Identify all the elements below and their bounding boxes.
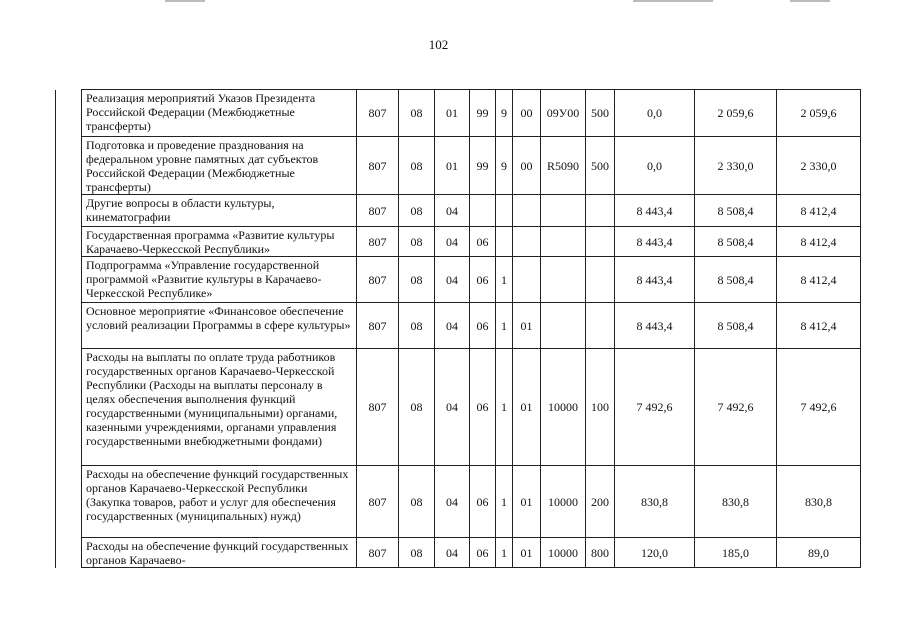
ministry-code-cell: 807 (357, 303, 399, 349)
amount-year3-cell: 830,8 (777, 466, 861, 538)
table-body (56, 90, 861, 568)
section-code-cell: 08 (399, 90, 435, 137)
program-code-cell (470, 195, 496, 227)
section-code-cell: 08 (399, 303, 435, 349)
amount-year1-cell: 830,8 (615, 466, 695, 538)
amount-year3-cell: 2 059,6 (777, 90, 861, 137)
expense-type-cell (586, 257, 615, 303)
amount-year3-cell: 7 492,6 (777, 349, 861, 466)
expense-type-cell (586, 227, 615, 257)
row-name-cell: Другие вопросы в области культуры, кинематографии (82, 195, 357, 227)
amount-year3-cell: 8 412,4 (777, 195, 861, 227)
row-number-cell (56, 195, 82, 227)
event-code-cell (513, 195, 541, 227)
event-code-cell: 00 (513, 137, 541, 195)
direction-code-cell (541, 303, 586, 349)
expense-type-cell: 500 (586, 90, 615, 137)
expense-type-cell: 800 (586, 538, 615, 568)
program-code-cell: 99 (470, 90, 496, 137)
amount-year2-cell: 8 508,4 (695, 227, 777, 257)
amount-year2-cell: 8 508,4 (695, 257, 777, 303)
section-code-cell: 08 (399, 538, 435, 568)
ministry-code-cell: 807 (357, 90, 399, 137)
table-row (56, 303, 861, 349)
expense-type-cell (586, 195, 615, 227)
table-row (56, 195, 861, 227)
table-row (56, 538, 861, 568)
row-name-cell: Подготовка и проведение празднования на федеральном уровне памятных дат субъектов Российской Федерации (Межбюджетные трансферты) (82, 137, 357, 195)
program-code-cell: 99 (470, 137, 496, 195)
table-row (56, 257, 861, 303)
event-code-cell: 00 (513, 90, 541, 137)
ministry-code-cell: 807 (357, 538, 399, 568)
table-row (56, 90, 861, 137)
subprogram-code-cell: 1 (496, 349, 513, 466)
program-code-cell: 06 (470, 349, 496, 466)
program-code-cell: 06 (470, 303, 496, 349)
amount-year1-cell: 120,0 (615, 538, 695, 568)
subsection-code-cell: 01 (435, 137, 470, 195)
subsection-code-cell: 04 (435, 303, 470, 349)
amount-year1-cell: 8 443,4 (615, 257, 695, 303)
amount-year2-cell: 8 508,4 (695, 303, 777, 349)
table-row (56, 227, 861, 257)
section-code-cell: 08 (399, 195, 435, 227)
event-code-cell: 01 (513, 538, 541, 568)
subsection-code-cell: 04 (435, 466, 470, 538)
amount-year2-cell: 830,8 (695, 466, 777, 538)
scan-artifact-line (633, 0, 713, 2)
subprogram-code-cell: 1 (496, 466, 513, 538)
subsection-code-cell: 04 (435, 349, 470, 466)
page-number: 102 (428, 37, 449, 52)
subsection-code-cell: 04 (435, 257, 470, 303)
subprogram-code-cell: 1 (496, 257, 513, 303)
row-name-cell: Расходы на выплаты по оплате труда работников государственных органов Карачаево-Черкесской Республики (Расходы на выплаты персоналу в целях обеспечения выполнения функций государственными (муниципальными) органами, казенными учреждениями, органами управления государственными внебюджетными фондами) (82, 349, 357, 466)
amount-year3-cell: 8 412,4 (777, 227, 861, 257)
amount-year2-cell: 8 508,4 (695, 195, 777, 227)
event-code-cell: 01 (513, 466, 541, 538)
row-number-cell (56, 538, 82, 568)
row-number-cell (56, 137, 82, 195)
program-code-cell: 06 (470, 538, 496, 568)
amount-year2-cell: 185,0 (695, 538, 777, 568)
ministry-code-cell: 807 (357, 137, 399, 195)
amount-year3-cell: 2 330,0 (777, 137, 861, 195)
subprogram-code-cell: 9 (496, 137, 513, 195)
amount-year1-cell: 8 443,4 (615, 195, 695, 227)
row-number-cell (56, 349, 82, 466)
program-code-cell: 06 (470, 466, 496, 538)
amount-year3-cell: 89,0 (777, 538, 861, 568)
row-name-cell: Подпрограмма «Управление государственной программой «Развитие культуры в Карачаево-Черкесской Республике» (82, 257, 357, 303)
direction-code-cell: 10000 (541, 538, 586, 568)
direction-code-cell (541, 257, 586, 303)
row-name-cell: Основное мероприятие «Финансовое обеспечение условий реализации Программы в сфере культуры» (82, 303, 357, 349)
subprogram-code-cell (496, 195, 513, 227)
section-code-cell: 08 (399, 349, 435, 466)
amount-year1-cell: 8 443,4 (615, 227, 695, 257)
amount-year2-cell: 7 492,6 (695, 349, 777, 466)
ministry-code-cell: 807 (357, 195, 399, 227)
subsection-code-cell: 04 (435, 195, 470, 227)
scan-artifact-line (790, 0, 830, 2)
row-number-cell (56, 257, 82, 303)
subprogram-code-cell: 1 (496, 303, 513, 349)
subsection-code-cell: 04 (435, 227, 470, 257)
amount-year2-cell: 2 330,0 (695, 137, 777, 195)
subsection-code-cell: 01 (435, 90, 470, 137)
row-number-cell (56, 227, 82, 257)
direction-code-cell: 09У00 (541, 90, 586, 137)
subprogram-code-cell: 1 (496, 538, 513, 568)
amount-year2-cell: 2 059,6 (695, 90, 777, 137)
row-number-cell (56, 466, 82, 538)
event-code-cell (513, 227, 541, 257)
event-code-cell: 01 (513, 303, 541, 349)
row-number-cell (56, 90, 82, 137)
scan-artifact-line (165, 0, 205, 2)
amount-year3-cell: 8 412,4 (777, 257, 861, 303)
table-row (56, 466, 861, 538)
expense-type-cell: 100 (586, 349, 615, 466)
section-code-cell: 08 (399, 257, 435, 303)
ministry-code-cell: 807 (357, 466, 399, 538)
subprogram-code-cell: 9 (496, 90, 513, 137)
section-code-cell: 08 (399, 227, 435, 257)
direction-code-cell (541, 227, 586, 257)
subprogram-code-cell (496, 227, 513, 257)
expense-type-cell (586, 303, 615, 349)
direction-code-cell: R5090 (541, 137, 586, 195)
row-name-cell: Реализация мероприятий Указов Президента Российской Федерации (Межбюджетные трансферты) (82, 90, 357, 137)
section-code-cell: 08 (399, 466, 435, 538)
subsection-code-cell: 04 (435, 538, 470, 568)
amount-year1-cell: 0,0 (615, 90, 695, 137)
direction-code-cell (541, 195, 586, 227)
amount-year1-cell: 8 443,4 (615, 303, 695, 349)
ministry-code-cell: 807 (357, 349, 399, 466)
row-name-cell: Расходы на обеспечение функций государственных органов Карачаево- (82, 538, 357, 568)
program-code-cell: 06 (470, 257, 496, 303)
program-code-cell: 06 (470, 227, 496, 257)
ministry-code-cell: 807 (357, 257, 399, 303)
table-row (56, 137, 861, 195)
event-code-cell: 01 (513, 349, 541, 466)
amount-year1-cell: 0,0 (615, 137, 695, 195)
event-code-cell (513, 257, 541, 303)
amount-year1-cell: 7 492,6 (615, 349, 695, 466)
direction-code-cell: 10000 (541, 466, 586, 538)
section-code-cell: 08 (399, 137, 435, 195)
expense-type-cell: 500 (586, 137, 615, 195)
ministry-code-cell: 807 (357, 227, 399, 257)
expense-type-cell: 200 (586, 466, 615, 538)
table-row (56, 349, 861, 466)
row-number-cell (56, 303, 82, 349)
amount-year3-cell: 8 412,4 (777, 303, 861, 349)
row-name-cell: Расходы на обеспечение функций государственных органов Карачаево-Черкесской Республики (Закупка товаров, работ и услуг для обеспечения государственных (муниципальных) нужд) (82, 466, 357, 538)
direction-code-cell: 10000 (541, 349, 586, 466)
row-name-cell: Государственная программа «Развитие культуры Карачаево-Черкесской Республики» (82, 227, 357, 257)
budget-table (55, 89, 861, 568)
